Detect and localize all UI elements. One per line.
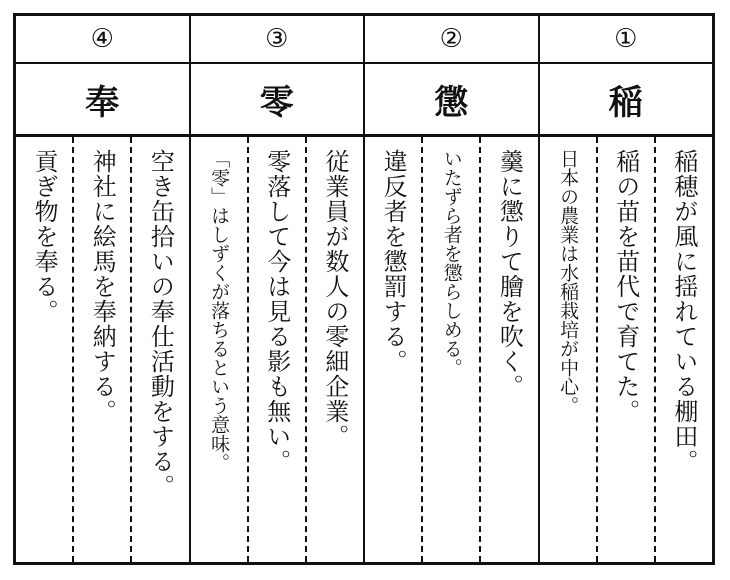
kanji-section-3	[189, 16, 364, 562]
example-sentence: 違反者を懲罰する。	[379, 149, 408, 374]
section-number: ③	[191, 16, 364, 64]
kanji-worksheet	[13, 13, 715, 565]
kanji-section-2	[363, 16, 538, 562]
example-sentence: 日本の農業は水稲栽培が中心。	[557, 149, 580, 415]
section-kanji: 奉	[16, 64, 189, 137]
example-sentences	[191, 137, 364, 562]
sentence-column	[190, 137, 246, 562]
sentence-column	[654, 137, 712, 562]
kanji-section-1	[538, 16, 713, 562]
kanji-section-4	[16, 16, 189, 562]
sentence-column	[247, 137, 305, 562]
example-sentence: 稲穂が風に揺れている棚田。	[669, 149, 698, 474]
sentence-column	[421, 137, 479, 562]
example-sentence: 貢ぎ物を奉る。	[30, 149, 59, 324]
example-sentences	[365, 137, 538, 562]
example-sentence: 稲の苗を苗代で育てた。	[611, 149, 640, 424]
sentence-column	[130, 137, 188, 562]
example-sentence: 従業員が数人の零細企業。	[320, 149, 349, 449]
section-kanji: 零	[191, 64, 364, 137]
section-number: ②	[365, 16, 538, 64]
example-sentence: 空き缶拾いの奉仕活動をする。	[146, 149, 175, 499]
section-number: ④	[16, 16, 189, 64]
sentence-column	[72, 137, 130, 562]
sentence-column	[365, 137, 421, 562]
example-sentences	[540, 137, 713, 562]
sentence-column	[305, 137, 363, 562]
section-kanji: 懲	[365, 64, 538, 137]
section-number: ①	[540, 16, 713, 64]
example-sentence: 神社に絵馬を奉納する。	[88, 149, 117, 424]
example-sentence: 羹に懲りて膾を吹く。	[495, 149, 524, 399]
sentence-column	[596, 137, 654, 562]
sentence-column	[539, 137, 595, 562]
example-sentences	[16, 137, 189, 562]
sentence-column	[16, 137, 72, 562]
section-kanji: 稲	[540, 64, 713, 137]
example-sentence: 「零」はしずくが落ちるという意味。	[208, 149, 231, 472]
example-sentence: 零落して今は見る影も無い。	[262, 149, 291, 474]
sentence-column	[479, 137, 537, 562]
example-sentence: いたずら者を懲らしめる。	[440, 149, 463, 377]
